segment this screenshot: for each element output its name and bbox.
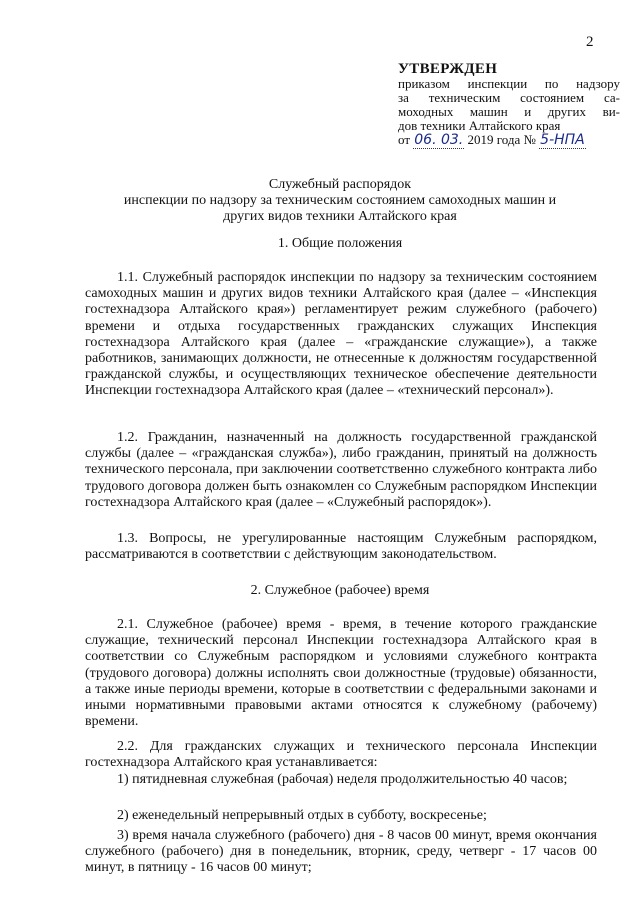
approval-stamp — [398, 62, 620, 147]
paragraph: 1.3. Вопросы, не урегулированные настоящим Служебным распорядком, рассматриваются в соответствии с действующим законодательством. — [85, 531, 597, 563]
paragraph: 3) время начала служебного (рабочего) дня - 8 часов 00 минут, время окончания служебного (рабочего) дня в понедельник, вторник, среду, четверг - 17 часов 00 минут, в пятницу - 16 часов 00 минут; — [85, 828, 597, 876]
approval-date-row — [398, 133, 620, 147]
approval-title: УТВЕРЖДЕН — [398, 61, 498, 77]
approval-date-prefix: от — [398, 132, 411, 147]
document-title-line: инспекции по надзору за техническим состоянием самоходных машин и — [123, 193, 557, 208]
document-title-line: Служебный распорядок — [268, 177, 412, 192]
section-heading: 1. Общие положения — [277, 236, 403, 251]
paragraph: 1.1. Служебный распорядок инспекции по надзору за техническим состоянием самоходных машин и других видов техники Алтайского края (далее – «Инспекция гостехнадзора Алтайского края») регламентирует режим служебного (рабочего) времени и отдыха государственных гражданских служащих Инспекция гостехнадзора Алтайского края (далее – «гражданские служащие»), а также работников, занимающих должности, не отнесенные к должностям государственной гражданской службы, и осуществляющих техническое обеспечение деятельности Инспекции гостехнадзора Алтайского края (далее – «технический персонал»). — [85, 270, 597, 399]
approval-line: дов техники Алтайского края — [398, 118, 561, 133]
approval-number-handwritten: 5-НПА — [540, 132, 585, 148]
paragraph: 2.2. Для гражданских служащих и технического персонала Инспекции гостехнадзора Алтайского края устанавливается: — [85, 739, 597, 771]
paragraph: 1.2. Гражданин, назначенный на должность государственной гражданской службы (далее – «гражданская служба»), либо гражданин, принятый на должность технического персонала, при заключении соответственно служебного контракта либо трудового договора должен быть ознакомлен со Служебным распорядком Инспекции гостехнадзора Алтайского края (далее – «Служебный распорядок»). — [85, 430, 597, 510]
approval-year: 2019 года № — [467, 132, 536, 147]
approval-line: за техническим состоянием са- — [398, 90, 620, 105]
approval-line: моходных машин и других ви- — [398, 104, 620, 119]
document-title-line: других видов техники Алтайского края — [223, 209, 457, 224]
section-heading: 2. Служебное (рабочее) время — [250, 583, 430, 598]
page-number: 2 — [586, 34, 594, 50]
paragraph: 1) пятидневная служебная (рабочая) неделя продолжительностью 40 часов; — [117, 772, 568, 787]
document-title — [40, 177, 640, 225]
paragraph: 2) еженедельный непрерывный отдых в субботу, воскресенье; — [117, 808, 487, 823]
approval-line: приказом инспекции по надзору — [398, 76, 620, 91]
paragraph: 2.1. Служебное (рабочее) время - время, в течение которого гражданские служащие, технический персонал Инспекции гостехнадзора Алтайского края в соответствии со Служебным распорядком и условиями служебного контракта (трудового договора) должны исполнять свои должностные (трудовые) обязанности, а также иные периоды времени, которые в соответствии с федеральными законами и иными нормативными правовыми актами относятся к служебному (рабочему) времени. — [85, 617, 597, 730]
approval-date-handwritten: 06. 03. — [414, 132, 464, 148]
